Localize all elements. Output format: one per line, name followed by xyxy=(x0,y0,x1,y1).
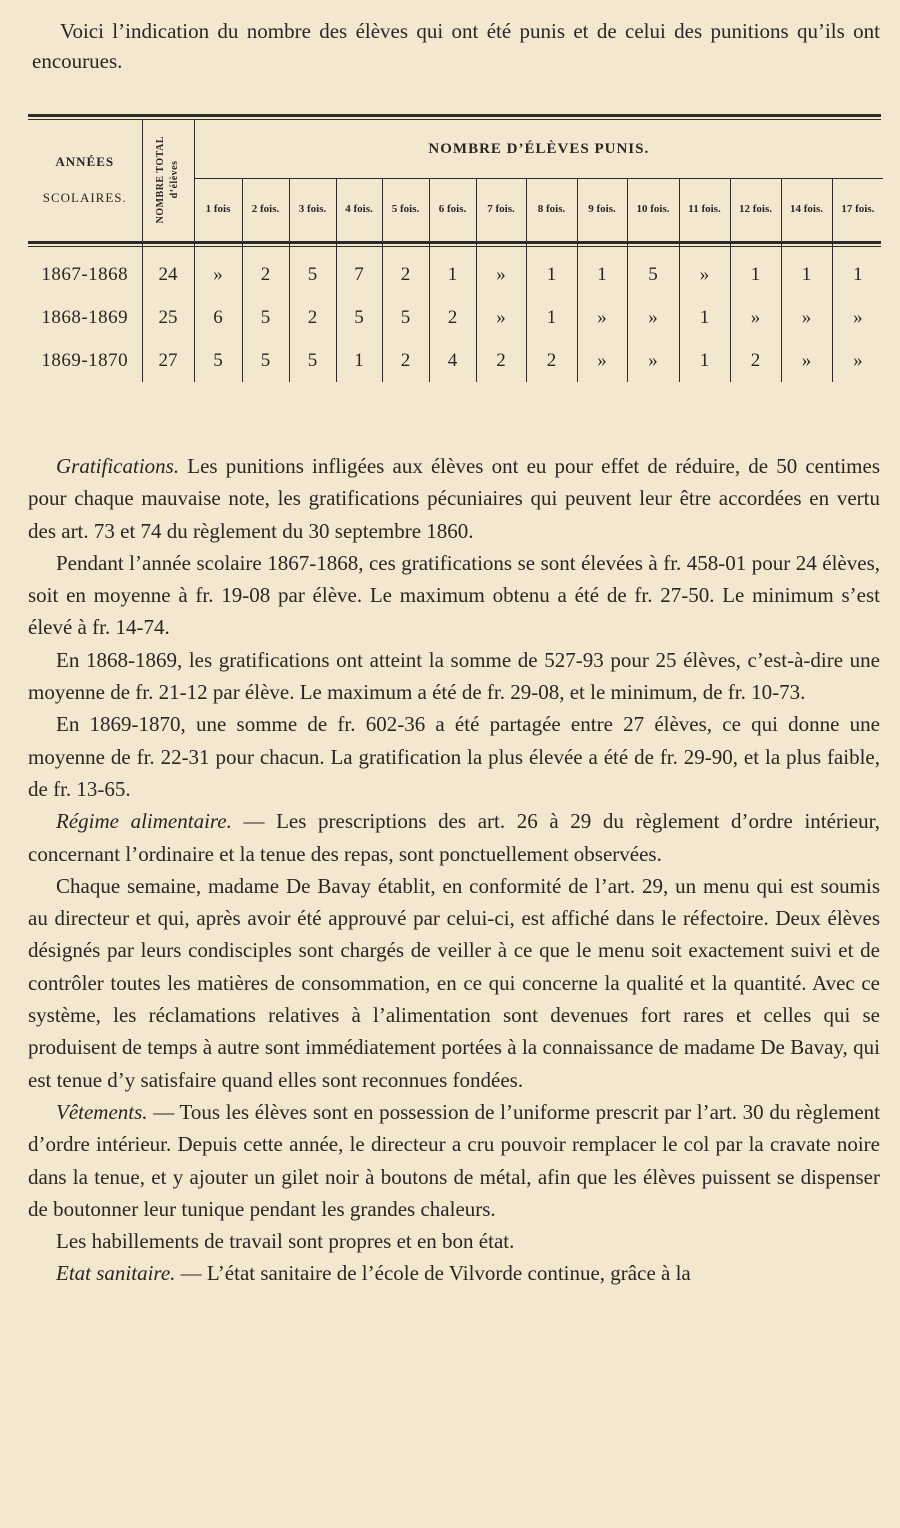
section-heading: Vêtements. xyxy=(56,1099,148,1124)
column-header: 9 fois. xyxy=(577,179,627,240)
row-cell: » xyxy=(194,239,242,296)
row-cell: 5 xyxy=(242,296,289,339)
column-header: 2 fois. xyxy=(242,179,289,240)
header-years-line2: SCOLAIRES. xyxy=(42,189,127,205)
row-year: 1868-1869 xyxy=(41,306,129,328)
paragraph-text: Chaque semaine, madame De Bavay établit, en conformité de l’art. 29, un menu qui est soumis au directeur et qui, après avoir été approuvé par celui-ci, est affiché dans le réfectoire. Deux élèves désignés par leurs condisciples sont chargés de veiller à ce que le menu soit exactement suivi et de contrôler toutes les matières de consommation, en ce qui concerne la qualité et la quantité. Avec ce système, les réclamations relatives à l’alimentation sont devenues fort rares et celles qui se produisent de temps à autre sont immédiatement portées à la connaissance de madame De Bavay, qui est tenue d’y satisfaire quand elles sont reconnues fondées. xyxy=(28,873,880,1092)
paragraph xyxy=(28,450,880,547)
row-year: 1869-1870 xyxy=(41,349,129,371)
row-cell: 1 xyxy=(832,239,883,296)
row-cell: 5 xyxy=(242,339,289,382)
section-heading: Régime alimentaire. xyxy=(56,809,232,834)
row-cell: 2 xyxy=(382,239,429,296)
header-group: NOMBRE D’ÉLÈVES PUNIS. xyxy=(194,120,883,179)
paragraph-text: — Les prescriptions des art. 26 à 29 du règlement d’ordre intérieur, concernant l’ordinaire et la tenue des repas, sont ponctuellement observées. xyxy=(28,809,880,866)
column-header: 17 fois. xyxy=(832,179,883,240)
row-cell: 2 xyxy=(476,339,526,382)
row-cell: 2 xyxy=(289,296,336,339)
table-top-rule xyxy=(28,114,881,117)
row-cell: 2 xyxy=(382,339,429,382)
column-header: 6 fois. xyxy=(429,179,476,240)
row-cell: 5 xyxy=(336,296,382,339)
row-cell: » xyxy=(832,296,883,339)
header-total-line2: d’élèves xyxy=(169,160,180,199)
section-heading: Gratifications. xyxy=(56,454,180,478)
row-cell: 1 xyxy=(429,239,476,296)
header-total xyxy=(142,120,194,239)
column-header: 14 fois. xyxy=(781,179,832,240)
row-cell: 5 xyxy=(289,339,336,382)
row-cell: 7 xyxy=(336,239,382,296)
header-total-line1: NOMBRE TOTAL xyxy=(155,135,166,224)
column-header: 5 fois. xyxy=(382,179,429,240)
row-cell: » xyxy=(679,239,730,296)
paragraph xyxy=(28,1096,880,1225)
column-header: 4 fois. xyxy=(336,179,382,240)
row-cell: » xyxy=(730,296,781,339)
table-body xyxy=(28,239,883,382)
row-cell: 1 xyxy=(526,296,577,339)
row-cell: 4 xyxy=(429,339,476,382)
row-cell: 5 xyxy=(627,239,679,296)
paragraph xyxy=(28,708,880,805)
row-cell: 1 xyxy=(781,239,832,296)
row-year: 1867-1868 xyxy=(41,263,129,285)
column-header: 8 fois. xyxy=(526,179,577,240)
column-header: 3 fois. xyxy=(289,179,336,240)
paragraph xyxy=(28,805,880,870)
row-cell: 1 xyxy=(577,239,627,296)
table-header-rule-thin xyxy=(28,246,881,247)
column-header: 10 fois. xyxy=(627,179,679,240)
row-cell: 5 xyxy=(194,339,242,382)
row-cell: 2 xyxy=(730,339,781,382)
row-cell: 1 xyxy=(679,296,730,339)
paragraph-text: En 1868-1869, les gratifications ont atteint la somme de 527-93 pour 25 élèves, c’est-à-dire une moyenne de fr. 21-12 par élève. Le maximum a été de fr. 29-08, et le minimum, de fr. 10-73. xyxy=(28,647,880,705)
paragraph xyxy=(28,870,880,1096)
header-years-line1: ANNÉES xyxy=(55,153,115,169)
row-cell: 1 xyxy=(336,339,382,382)
table-row xyxy=(28,296,883,339)
intro-paragraph: Voici l’indication du nombre des élèves qui ont été punis et de celui des punitions qu’ils ont encourues. xyxy=(32,19,880,73)
row-total: 25 xyxy=(142,296,194,339)
row-cell: 2 xyxy=(526,339,577,382)
paragraph xyxy=(28,547,880,644)
column-header: 12 fois. xyxy=(730,179,781,240)
paragraph xyxy=(28,1257,880,1289)
row-cell: » xyxy=(781,339,832,382)
paragraph xyxy=(28,1225,880,1257)
row-cell: 2 xyxy=(429,296,476,339)
column-header: 7 fois. xyxy=(476,179,526,240)
row-cell: 5 xyxy=(289,239,336,296)
column-header: 11 fois. xyxy=(679,179,730,240)
paragraph-text: — L’état sanitaire de l’école de Vilvorde continue, grâce à la xyxy=(175,1261,691,1286)
row-cell: 1 xyxy=(730,239,781,296)
row-cell: » xyxy=(781,296,832,339)
row-cell: 2 xyxy=(242,239,289,296)
row-total: 24 xyxy=(142,239,194,296)
paragraph-text: Les habillements de travail sont propres et en bon état. xyxy=(56,1229,515,1254)
column-header: 1 fois xyxy=(194,179,242,240)
row-cell: 1 xyxy=(526,239,577,296)
row-cell: » xyxy=(627,339,679,382)
paragraph-text: Pendant l’année scolaire 1867-1868, ces gratifications se sont élevées à fr. 458-01 pour 24 élèves, soit en moyenne à fr. 19-08 par élève. Le maximum obtenu a été de fr. 27-50. Le minimum s’est élevé à fr. 14-74. xyxy=(28,550,880,640)
table-header-rule xyxy=(28,241,881,244)
table-row xyxy=(28,239,883,296)
row-cell: » xyxy=(476,239,526,296)
row-cell: 1 xyxy=(679,339,730,382)
paragraph-text: — Tous les élèves sont en possession de l’uniforme prescrit par l’art. 30 du règlement d’ordre intérieur. Depuis cette année, le directeur a cru pouvoir remplacer le col par la cravate noire dans la tenue, et y ajouter un gilet noir à boutons de métal, afin que les élèves puissent se dispenser de boutonner leur tunique pendant les grandes chaleurs. xyxy=(28,1099,880,1221)
row-cell: 5 xyxy=(382,296,429,339)
row-cell: 6 xyxy=(194,296,242,339)
body-text xyxy=(28,450,880,1290)
row-cell: » xyxy=(577,339,627,382)
paragraph-text: En 1869-1870, une somme de fr. 602-36 a été partagée entre 27 élèves, ce qui donne une moyenne de fr. 22-31 pour chacun. La gratification la plus élevée a été de fr. 29-90, et la plus faible, de fr. 13-65. xyxy=(28,712,880,801)
table-row xyxy=(28,339,883,382)
row-cell: » xyxy=(627,296,679,339)
row-cell: » xyxy=(832,339,883,382)
header-years xyxy=(28,120,142,239)
row-total: 27 xyxy=(142,339,194,382)
paragraph-text: Les punitions infligées aux élèves ont eu pour effet de réduire, de 50 centimes pour chaque mauvaise note, les gratifications pécuniaires qui peuvent leur être accordées en vertu des art. 73 et 74 du règlement du 30 septembre 1860. xyxy=(28,454,880,543)
row-cell: » xyxy=(476,296,526,339)
punishment-table xyxy=(28,120,883,382)
paragraph xyxy=(28,644,880,709)
section-heading: Etat sanitaire. xyxy=(56,1261,176,1286)
row-cell: » xyxy=(577,296,627,339)
